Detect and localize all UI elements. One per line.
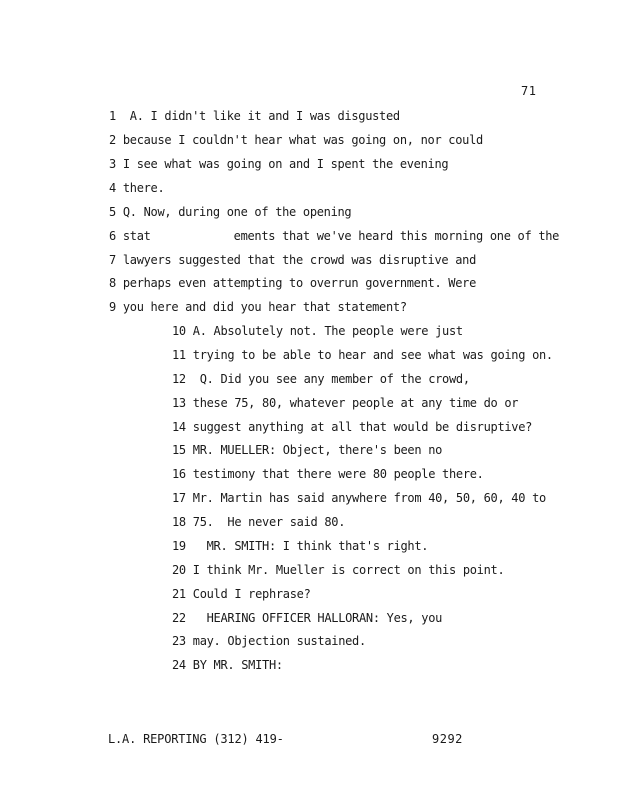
transcript-line-5: 5 Q. Now, during one of the opening: [109, 205, 352, 219]
footer-reporter: L.A. REPORTING (312) 419-: [108, 732, 284, 746]
transcript-line-19: 19 MR. SMITH: I think that's right.: [172, 539, 429, 553]
transcript-line-14: 14 suggest anything at all that would be disruptive?: [172, 420, 533, 434]
transcript-line-18: 18 75. He never said 80.: [172, 515, 346, 529]
transcript-line-7: 7 lawyers suggested that the crowd was disruptive and: [109, 253, 477, 267]
transcript-line-20: 20 I think Mr. Mueller is correct on this point.: [172, 563, 505, 577]
transcript-line-6: 6 stat ements that we've heard this morning one of the: [109, 229, 560, 243]
transcript-line-10: 10 A. Absolutely not. The people were just: [172, 324, 463, 338]
transcript-line-22: 22 HEARING OFFICER HALLORAN: Yes, you: [172, 611, 443, 625]
transcript-line-21: 21 Could I rephrase?: [172, 587, 311, 601]
footer-phone-suffix: 9292: [432, 732, 463, 746]
transcript-line-16: 16 testimony that there were 80 people there.: [172, 467, 484, 481]
transcript-line-13: 13 these 75, 80, whatever people at any time do or: [172, 396, 519, 410]
transcript-line-23: 23 may. Objection sustained.: [172, 634, 366, 648]
transcript-line-11: 11 trying to be able to hear and see what was going on.: [172, 348, 553, 362]
transcript-line-24: 24 BY MR. SMITH:: [172, 658, 283, 672]
transcript-line-2: 2 because I couldn't hear what was going on, nor could: [109, 133, 483, 147]
transcript-line-17: 17 Mr. Martin has said anywhere from 40, 50, 60, 40 to: [172, 491, 546, 505]
page-number: 71: [521, 84, 537, 98]
transcript-line-1: 1 A. I didn't like it and I was disgusted: [109, 109, 400, 123]
transcript-line-3: 3 I see what was going on and I spent the evening: [109, 157, 449, 171]
transcript-line-4: 4 there.: [109, 181, 165, 195]
transcript-line-9: 9 you here and did you hear that statement?: [109, 300, 407, 314]
transcript-line-15: 15 MR. MUELLER: Object, there's been no: [172, 443, 443, 457]
transcript-line-8: 8 perhaps even attempting to overrun government. Were: [109, 276, 477, 290]
transcript-line-12: 12 Q. Did you see any member of the crowd,: [172, 372, 470, 386]
